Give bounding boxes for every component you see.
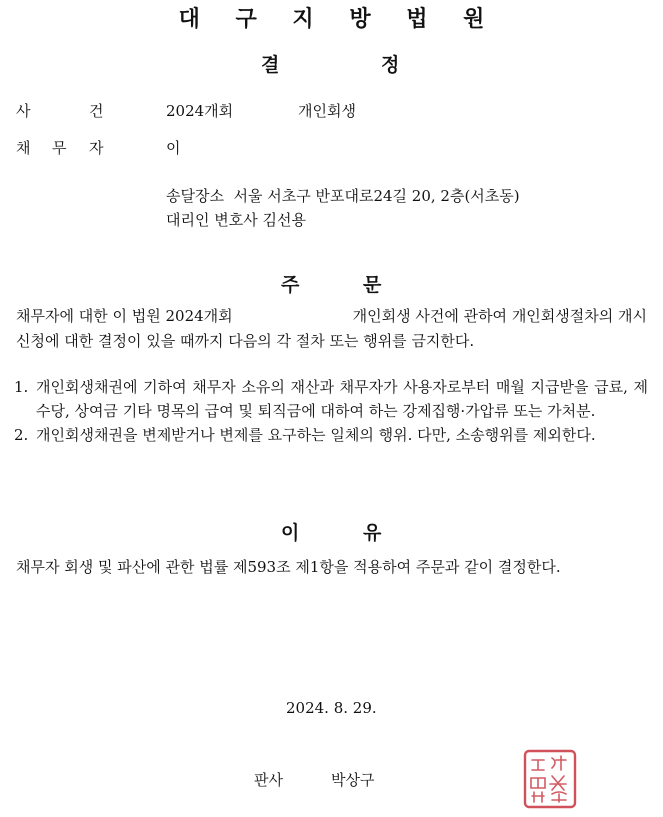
judge-name: 박상구 bbox=[331, 771, 375, 789]
reason-text: 채무자 회생 및 파산에 관한 법률 제593조 제1항을 적용하여 주문과 같이 결정한다. bbox=[16, 558, 561, 576]
reason-heading-char-1: 이 bbox=[281, 522, 300, 544]
order-heading-char-2: 문 bbox=[363, 274, 382, 296]
order-line-1a: 채무자에 대한 이 법원 2024개회 bbox=[16, 307, 233, 325]
order-item-1 bbox=[14, 375, 648, 423]
debtor-name: 이 bbox=[166, 139, 181, 157]
seal-glyphs bbox=[531, 756, 566, 802]
order-list bbox=[14, 375, 648, 447]
court-seal-stamp bbox=[522, 748, 578, 810]
order-item-2-number: 2. bbox=[14, 426, 29, 444]
judge-label: 판사 bbox=[254, 771, 283, 789]
order-item-2 bbox=[14, 423, 648, 447]
order-item-1-number: 1. bbox=[14, 378, 29, 396]
order-item-2-text: 개인회생채권을 변제받거나 변제를 요구하는 일체의 행위. 다만, 소송행위를 제외한다. bbox=[36, 426, 596, 444]
case-label-char-2: 건 bbox=[89, 102, 104, 120]
debtor-address: 송달장소 서울 서초구 반포대로24길 20, 2층(서초동) bbox=[166, 187, 520, 205]
reason-heading-char-2: 유 bbox=[363, 522, 382, 544]
debtor-agent: 대리인 변호사 김선용 bbox=[166, 211, 306, 229]
decision-date: 2024. 8. 29. bbox=[286, 699, 377, 717]
document-type-char-1: 결 bbox=[261, 54, 280, 76]
document-type-char-2: 정 bbox=[381, 54, 400, 76]
order-heading-char-1: 주 bbox=[281, 274, 300, 296]
case-number: 2024개회 bbox=[166, 102, 234, 120]
debtor-label-char-1: 채 bbox=[16, 139, 31, 157]
case-name: 개인회생 bbox=[298, 102, 356, 120]
debtor-label-char-3: 자 bbox=[89, 139, 104, 157]
order-line-2: 신청에 대한 결정이 있을 때까지 다음의 각 절차 또는 행위를 금지한다. bbox=[16, 332, 475, 350]
court-name: 대 구 지 방 법 원 bbox=[178, 7, 499, 32]
debtor-label-char-2: 무 bbox=[52, 139, 67, 157]
order-item-1-text: 개인회생채권에 기하여 채무자 소유의 재산과 채무자가 사용자로부터 매월 지급받을 급료, 제수당, 상여금 기타 명목의 급여 및 퇴직금에 대하여 하는 강제집행·가압류 또는 가처분. bbox=[36, 378, 648, 420]
order-line-1b: 개인회생 사건에 관하여 개인회생절차의 개시 bbox=[352, 307, 647, 325]
case-label-char-1: 사 bbox=[16, 102, 31, 120]
